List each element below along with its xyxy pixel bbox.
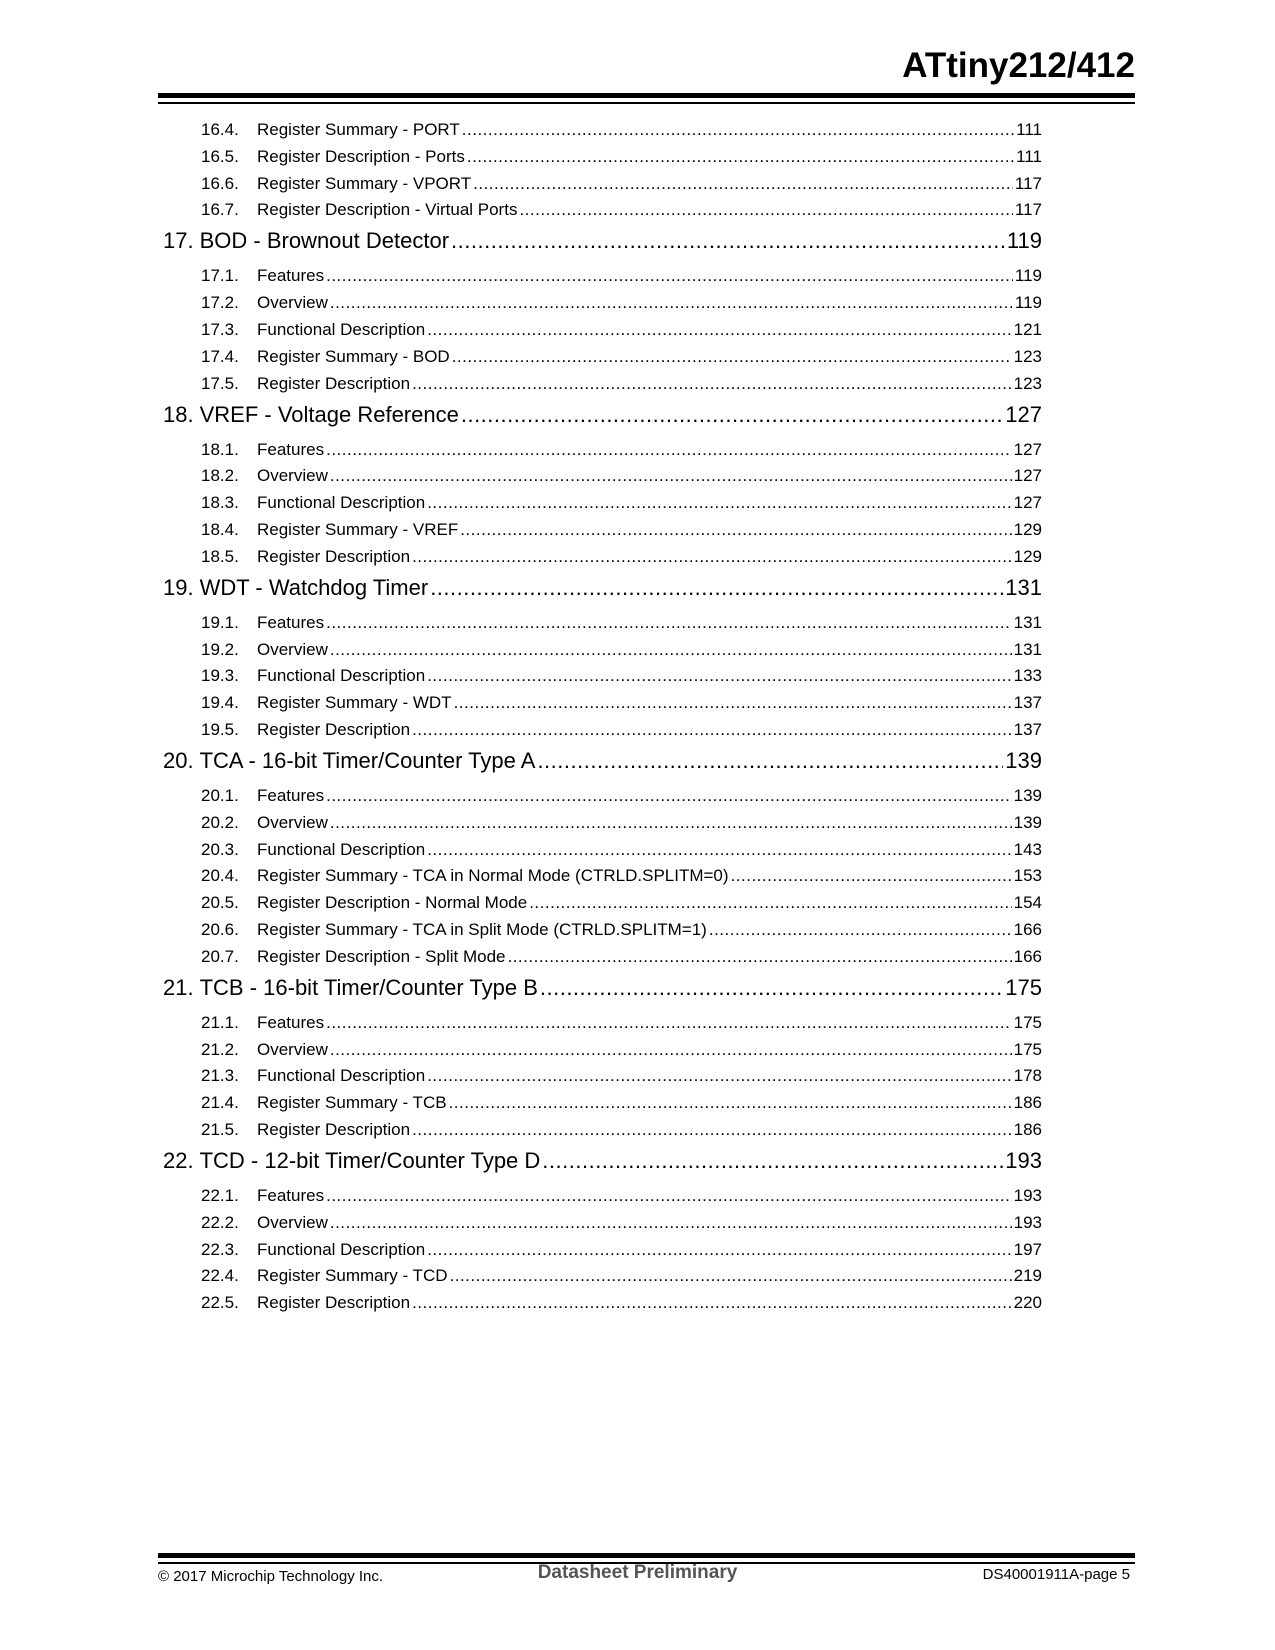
toc-entry-number: 20.6. bbox=[201, 920, 239, 939]
toc-section-entry[interactable] bbox=[201, 547, 1042, 569]
toc-entry-number: 19.1. bbox=[201, 612, 239, 632]
toc-section-entry[interactable] bbox=[201, 147, 1042, 169]
toc-entry-number: 21.3. bbox=[201, 1066, 239, 1086]
toc-entry-title: Overview bbox=[257, 639, 328, 659]
toc-entry-title: Register Summary - BOD bbox=[257, 346, 450, 366]
toc-section-entry[interactable] bbox=[201, 374, 1042, 396]
toc-section-entry[interactable] bbox=[201, 200, 1042, 222]
toc-entry-number: 17. bbox=[163, 228, 194, 254]
toc-entry-title: Features bbox=[257, 786, 325, 805]
toc-entry-page: 193 bbox=[1005, 1148, 1042, 1173]
toc-section-entry[interactable] bbox=[201, 1040, 1042, 1062]
toc-entry-number: 16.6. bbox=[201, 173, 239, 193]
toc-dot-leader bbox=[412, 1293, 1012, 1313]
toc-entry-page: 131 bbox=[1013, 612, 1042, 632]
toc-dot-leader bbox=[452, 347, 1012, 367]
toc-entry-page: 193 bbox=[1013, 1212, 1042, 1232]
toc-section-entry[interactable] bbox=[201, 640, 1042, 662]
toc-entry-title: Features bbox=[257, 1012, 325, 1032]
toc-dot-leader bbox=[326, 786, 1012, 806]
toc-entry-page: 121 bbox=[1013, 320, 1042, 339]
toc-section-entry[interactable] bbox=[201, 1120, 1042, 1142]
toc-entry-number: 22. bbox=[163, 1148, 194, 1173]
toc-entry-page: 127 bbox=[1005, 401, 1042, 427]
toc-section-entry[interactable] bbox=[201, 893, 1042, 915]
toc-dot-leader bbox=[412, 720, 1012, 740]
toc-entry-number: 20.2. bbox=[201, 812, 239, 832]
toc-dot-leader bbox=[460, 520, 1011, 540]
toc-chapter-entry[interactable] bbox=[163, 975, 1042, 1003]
toc-dot-leader bbox=[449, 1093, 1012, 1113]
toc-entry-number: 17.1. bbox=[201, 266, 239, 286]
toc-section-entry[interactable] bbox=[201, 1266, 1042, 1288]
toc-entry-number: 22.3. bbox=[201, 1239, 239, 1259]
toc-section-entry[interactable] bbox=[201, 266, 1042, 288]
toc-dot-leader bbox=[330, 1213, 1012, 1233]
toc-entry-number: 20.7. bbox=[201, 946, 239, 966]
toc-chapter-entry[interactable] bbox=[163, 1148, 1042, 1176]
toc-entry-number: 20.4. bbox=[201, 866, 239, 886]
toc-dot-leader bbox=[467, 147, 1014, 167]
toc-entry-number: 20.3. bbox=[201, 839, 239, 859]
toc-entry-title: WDT - Watchdog Timer bbox=[199, 574, 429, 600]
toc-entry-number: 18.2. bbox=[201, 466, 239, 486]
toc-dot-leader bbox=[326, 613, 1012, 633]
toc-entry-page: 119 bbox=[1014, 266, 1042, 286]
toc-entry-page: 111 bbox=[1016, 146, 1042, 166]
toc-entry-title: TCD - 12-bit Timer/Counter Type D bbox=[199, 1148, 541, 1173]
toc-entry-page: 153 bbox=[1013, 866, 1042, 886]
toc-dot-leader bbox=[540, 975, 1003, 1001]
toc-entry-number: 22.4. bbox=[201, 1266, 239, 1286]
toc-entry-number: 17.4. bbox=[201, 346, 239, 366]
toc-section-entry[interactable] bbox=[201, 440, 1042, 462]
toc-entry-number: 19. bbox=[163, 574, 194, 600]
toc-entry-title: Functional Description bbox=[257, 1066, 426, 1086]
toc-dot-leader bbox=[519, 200, 1012, 220]
toc-entry-page: 175 bbox=[1013, 1012, 1042, 1032]
toc-dot-leader bbox=[454, 693, 1012, 713]
toc-entry-page: 175 bbox=[1013, 1039, 1042, 1059]
toc-entry-number: 16.7. bbox=[201, 200, 239, 220]
toc-dot-leader bbox=[412, 547, 1012, 567]
toc-section-entry[interactable] bbox=[201, 466, 1042, 488]
toc-entry-number: 17.5. bbox=[201, 373, 239, 393]
toc-entry-page: 137 bbox=[1013, 693, 1042, 713]
toc-entry-number: 16.4. bbox=[201, 120, 239, 139]
toc-entry-number: 22.1. bbox=[201, 1186, 239, 1205]
toc-entry-title: Register Description - Ports bbox=[257, 146, 465, 166]
toc-entry-title: Functional Description bbox=[257, 666, 426, 686]
toc-entry-page: 175 bbox=[1005, 974, 1042, 1000]
toc-section-entry[interactable] bbox=[201, 174, 1042, 196]
toc-section-entry[interactable] bbox=[201, 1093, 1042, 1115]
toc-entry-title: Overview bbox=[257, 1039, 328, 1059]
toc-entry-number: 20.5. bbox=[201, 893, 239, 913]
toc-entry-number: 19.3. bbox=[201, 666, 239, 686]
toc-entry-number: 21.1. bbox=[201, 1012, 239, 1032]
toc-section-entry[interactable] bbox=[201, 520, 1042, 542]
toc-entry-title: Register Description bbox=[257, 720, 411, 739]
toc-entry-number: 20.1. bbox=[201, 786, 239, 805]
toc-entry-number: 22.5. bbox=[201, 1293, 239, 1313]
toc-entry-page: 166 bbox=[1013, 946, 1042, 966]
toc-entry-page: 139 bbox=[1013, 812, 1042, 832]
toc-chapter-entry[interactable] bbox=[163, 748, 1042, 776]
toc-entry-number: 18. bbox=[163, 401, 194, 427]
toc-entry-page: 186 bbox=[1013, 1093, 1042, 1113]
toc-dot-leader bbox=[427, 840, 1011, 860]
header-rule-thick bbox=[158, 93, 1135, 98]
toc-dot-leader bbox=[326, 266, 1013, 286]
toc-dot-leader bbox=[427, 320, 1011, 340]
toc-section-entry[interactable] bbox=[201, 1240, 1042, 1262]
toc-entry-title: Functional Description bbox=[257, 839, 426, 859]
toc-entry-number: 21.2. bbox=[201, 1039, 239, 1059]
toc-entry-page: 131 bbox=[1013, 639, 1042, 659]
toc-entry-page: 123 bbox=[1013, 346, 1042, 366]
footer-rule-thick bbox=[158, 1553, 1135, 1558]
footer-status-text: Datasheet Preliminary bbox=[537, 1562, 738, 1583]
toc-dot-leader bbox=[450, 1266, 1012, 1286]
toc-entry-page: 220 bbox=[1013, 1293, 1042, 1313]
toc-section-entry[interactable] bbox=[201, 813, 1042, 835]
toc-section-entry[interactable] bbox=[201, 1213, 1042, 1235]
toc-section-entry[interactable] bbox=[201, 1013, 1042, 1035]
toc-section-entry[interactable] bbox=[201, 1293, 1042, 1315]
toc-section-entry[interactable] bbox=[201, 666, 1042, 688]
toc-section-entry[interactable] bbox=[201, 693, 1042, 715]
toc-dot-leader bbox=[529, 893, 1011, 913]
toc-entry-page: 143 bbox=[1013, 839, 1042, 859]
toc-entry-title: TCA - 16-bit Timer/Counter Type A bbox=[199, 748, 536, 773]
toc-entry-page: 137 bbox=[1013, 720, 1042, 739]
toc-dot-leader bbox=[461, 402, 1003, 428]
toc-entry-page: 127 bbox=[1013, 466, 1042, 486]
toc-entry-title: Register Summary - PORT bbox=[257, 120, 460, 139]
toc-dot-leader bbox=[427, 1240, 1011, 1260]
toc-section-entry[interactable] bbox=[201, 840, 1042, 862]
toc-chapter-entry[interactable] bbox=[163, 575, 1042, 603]
toc-entry-number: 18.3. bbox=[201, 493, 239, 513]
toc-entry-title: Features bbox=[257, 1186, 325, 1205]
toc-section-entry[interactable] bbox=[201, 1066, 1042, 1088]
toc-entry-title: TCB - 16-bit Timer/Counter Type B bbox=[199, 974, 538, 1000]
toc-entry-title: Functional Description bbox=[257, 320, 426, 339]
toc-entry-page: 127 bbox=[1013, 493, 1042, 513]
toc-dot-leader bbox=[709, 920, 1012, 940]
toc-entry-title: Register Summary - VREF bbox=[257, 520, 459, 539]
toc-entry-title: Features bbox=[257, 612, 325, 632]
toc-section-entry[interactable] bbox=[201, 613, 1042, 635]
toc-entry-title: Register Summary - TCB bbox=[257, 1093, 447, 1113]
toc-section-entry[interactable] bbox=[201, 320, 1042, 342]
toc-section-entry[interactable] bbox=[201, 293, 1042, 315]
toc-dot-leader bbox=[731, 866, 1012, 886]
toc-dot-leader bbox=[412, 1120, 1012, 1140]
toc-entry-number: 17.3. bbox=[201, 320, 239, 339]
toc-section-entry[interactable] bbox=[201, 347, 1042, 369]
toc-entry-page: 154 bbox=[1013, 893, 1042, 913]
toc-entry-page: 123 bbox=[1013, 373, 1042, 393]
toc-entry-page: 127 bbox=[1013, 439, 1042, 459]
toc-entry-title: Register Description bbox=[257, 1120, 411, 1139]
document-title: ATtiny212/412 bbox=[902, 46, 1135, 85]
toc-entry-number: 21.4. bbox=[201, 1093, 239, 1113]
toc-dot-leader bbox=[537, 748, 1003, 774]
toc-entry-page: 119 bbox=[1014, 293, 1042, 313]
toc-dot-leader bbox=[427, 493, 1011, 513]
toc-entry-page: 178 bbox=[1013, 1066, 1042, 1086]
toc-chapter-entry[interactable] bbox=[163, 402, 1042, 430]
toc-dot-leader bbox=[462, 120, 1014, 140]
toc-section-entry[interactable] bbox=[201, 120, 1042, 142]
toc-entry-page: 166 bbox=[1013, 920, 1042, 939]
toc-entry-page: 133 bbox=[1013, 666, 1042, 686]
toc-entry-title: VREF - Voltage Reference bbox=[199, 401, 459, 427]
toc-entry-page: 186 bbox=[1013, 1120, 1042, 1139]
toc-entry-title: Register Description - Split Mode bbox=[257, 946, 506, 966]
toc-dot-leader bbox=[451, 228, 1005, 254]
toc-entry-title: Register Description bbox=[257, 1293, 411, 1313]
toc-entry-number: 20. bbox=[163, 748, 194, 773]
toc-entry-title: Register Description bbox=[257, 373, 411, 393]
toc-section-entry[interactable] bbox=[201, 920, 1042, 942]
toc-entry-page: 117 bbox=[1014, 200, 1042, 220]
toc-section-entry[interactable] bbox=[201, 947, 1042, 969]
toc-entry-page: 119 bbox=[1006, 228, 1042, 254]
toc-entry-title: Register Summary - VPORT bbox=[257, 173, 472, 193]
toc-entry-title: Register Description - Normal Mode bbox=[257, 893, 528, 913]
toc-entry-number: 19.5. bbox=[201, 720, 239, 739]
toc-entry-number: 18.5. bbox=[201, 546, 239, 566]
toc-dot-leader bbox=[473, 174, 1013, 194]
toc-entry-title: Overview bbox=[257, 293, 328, 313]
toc-entry-page: 117 bbox=[1014, 173, 1042, 193]
toc-entry-title: Features bbox=[257, 266, 325, 286]
toc-entry-title: Overview bbox=[257, 466, 328, 486]
toc-entry-title: Functional Description bbox=[257, 1239, 426, 1259]
toc-dot-leader bbox=[326, 1013, 1012, 1033]
toc-dot-leader bbox=[412, 374, 1012, 394]
footer-page-number: DS40001911A-page 5 bbox=[982, 1566, 1130, 1583]
toc-dot-leader bbox=[430, 575, 1003, 601]
toc-dot-leader bbox=[427, 1066, 1011, 1086]
toc-entry-number: 17.2. bbox=[201, 293, 239, 313]
toc-dot-leader bbox=[330, 640, 1012, 660]
toc-entry-page: 129 bbox=[1013, 546, 1042, 566]
toc-dot-leader bbox=[326, 440, 1012, 460]
footer-copyright: © 2017 Microchip Technology Inc. bbox=[158, 1568, 384, 1585]
toc-entry-number: 22.2. bbox=[201, 1212, 239, 1232]
toc-entry-page: 193 bbox=[1013, 1186, 1042, 1205]
toc-entry-title: Register Summary - TCA in Normal Mode (CTRLD.SPLITM=0) bbox=[257, 866, 729, 886]
toc-dot-leader bbox=[427, 666, 1011, 686]
toc-entry-title: Functional Description bbox=[257, 493, 426, 513]
toc-entry-number: 21.5. bbox=[201, 1120, 239, 1139]
toc-entry-number: 18.4. bbox=[201, 520, 239, 539]
toc-chapter-entry[interactable] bbox=[163, 228, 1042, 256]
toc-entry-page: 129 bbox=[1013, 520, 1042, 539]
toc-entry-title: Overview bbox=[257, 812, 328, 832]
toc-entry-number: 21. bbox=[163, 974, 194, 1000]
toc-entry-title: Register Summary - WDT bbox=[257, 693, 452, 713]
toc-entry-page: 197 bbox=[1013, 1239, 1042, 1259]
toc-entry-title: Register Summary - TCA in Split Mode (CTRLD.SPLITM=1) bbox=[257, 920, 707, 939]
toc-entry-page: 111 bbox=[1016, 120, 1042, 139]
toc-entry-title: Register Description bbox=[257, 546, 411, 566]
toc-entry-title: Register Description - Virtual Ports bbox=[257, 200, 518, 220]
toc-entry-page: 219 bbox=[1013, 1266, 1042, 1286]
toc-section-entry[interactable] bbox=[201, 720, 1042, 742]
toc-dot-leader bbox=[330, 813, 1012, 833]
toc-section-entry[interactable] bbox=[201, 866, 1042, 888]
toc-entry-title: BOD - Brownout Detector bbox=[199, 228, 450, 254]
toc-entry-page: 131 bbox=[1005, 574, 1042, 600]
toc-entry-number: 18.1. bbox=[201, 439, 239, 459]
toc-entry-number: 19.2. bbox=[201, 639, 239, 659]
toc-dot-leader bbox=[542, 1148, 1003, 1174]
toc-section-entry[interactable] bbox=[201, 786, 1042, 808]
toc-entry-title: Register Summary - TCD bbox=[257, 1266, 448, 1286]
toc-section-entry[interactable] bbox=[201, 1186, 1042, 1208]
toc-dot-leader bbox=[330, 293, 1013, 313]
toc-entry-title: Features bbox=[257, 439, 325, 459]
toc-dot-leader bbox=[330, 466, 1012, 486]
toc-dot-leader bbox=[330, 1040, 1012, 1060]
header-rule-thin bbox=[158, 102, 1135, 104]
toc-section-entry[interactable] bbox=[201, 493, 1042, 515]
toc-entry-page: 139 bbox=[1013, 786, 1042, 805]
toc-entry-title: Overview bbox=[257, 1212, 328, 1232]
toc-entry-number: 19.4. bbox=[201, 693, 239, 713]
toc-dot-leader bbox=[507, 947, 1011, 967]
toc-dot-leader bbox=[326, 1186, 1012, 1206]
toc-entry-number: 16.5. bbox=[201, 146, 239, 166]
toc-entry-page: 139 bbox=[1005, 748, 1042, 773]
